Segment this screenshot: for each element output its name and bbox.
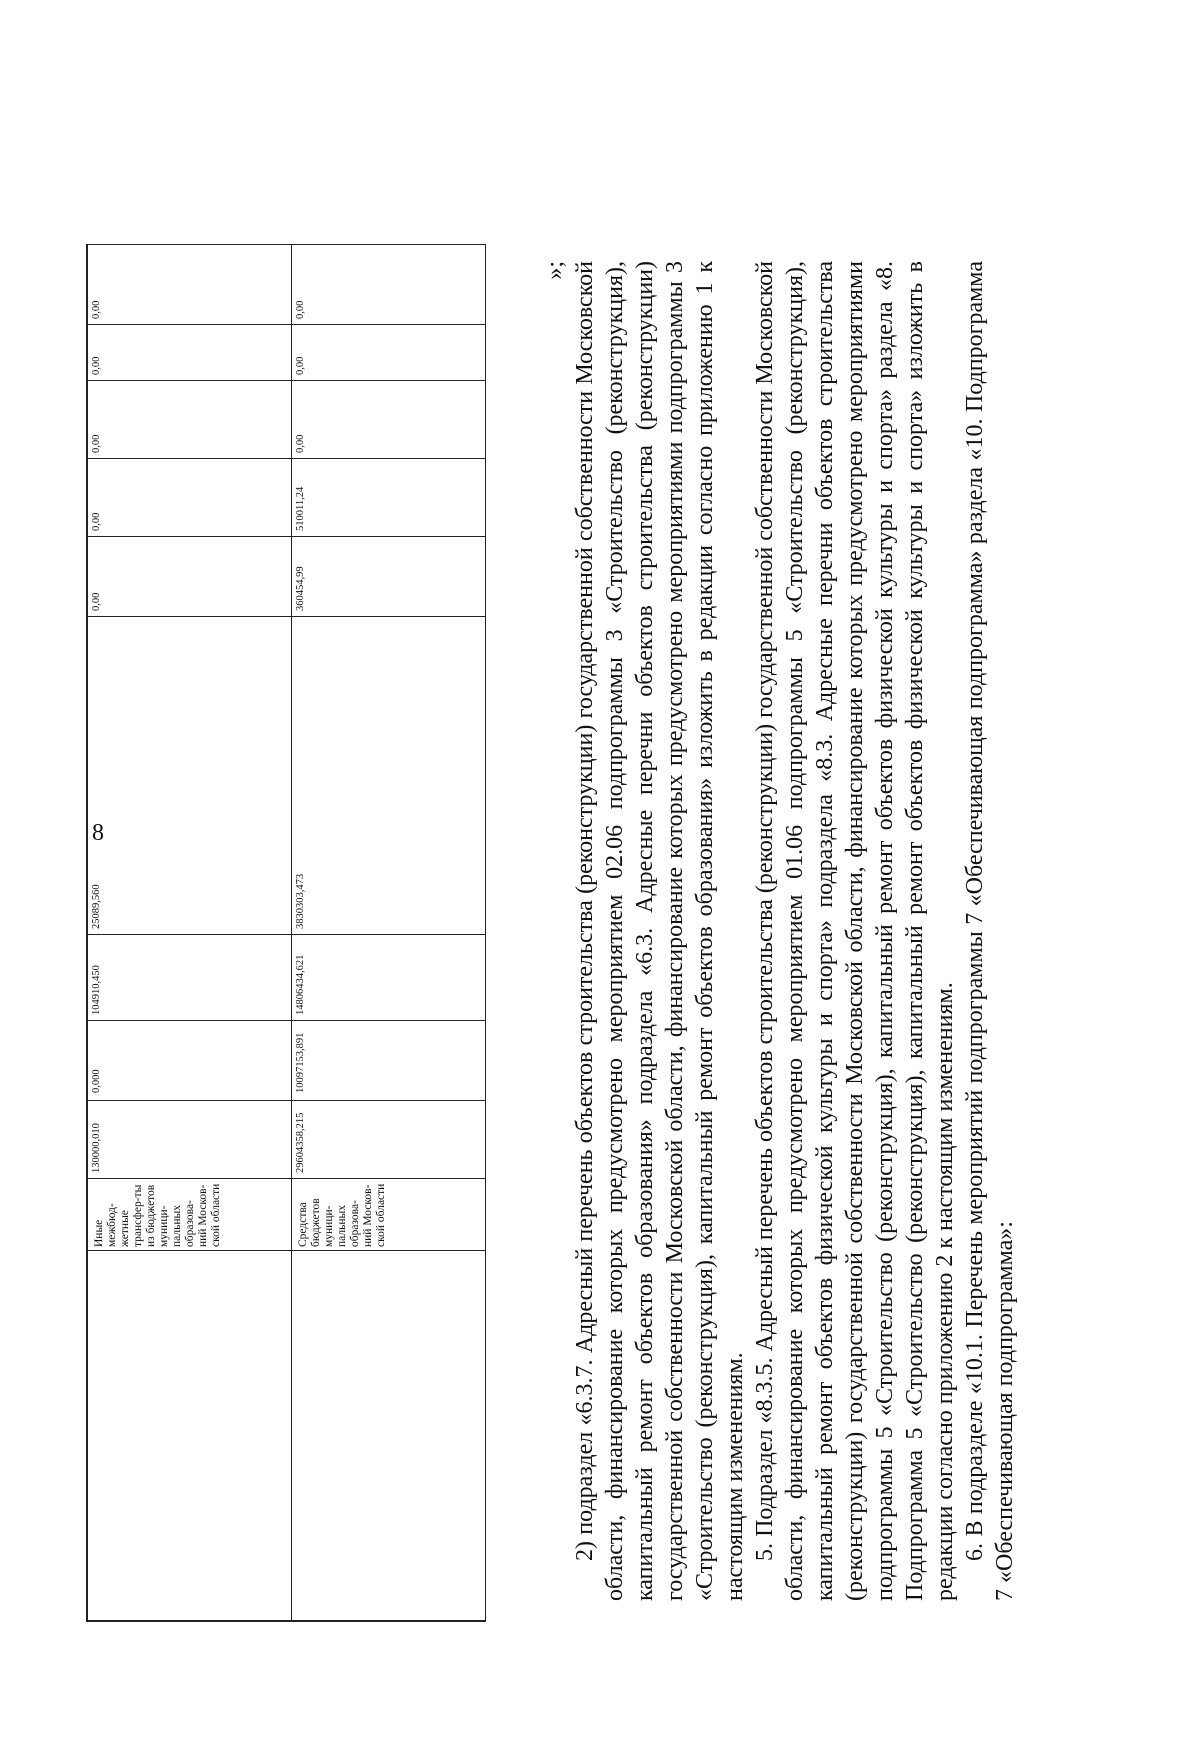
table-row-label: Иные межбюд-жетные трансфер-ты из бюджетов муници-пальных образова-ний Москов-ской области <box>93 1183 222 1247</box>
table-cell: 0,00 <box>295 300 306 319</box>
table-cell: 104910,450 <box>91 965 102 1015</box>
table-cell: 0,00 <box>295 356 306 375</box>
table-cell: 510011,24 <box>295 486 306 531</box>
table-cell: 130000,010 <box>91 1123 102 1173</box>
table-cell: 25089,560 <box>91 884 102 929</box>
paragraph-item-2: 2) подраздел «6.3.7. Адресный перечень объектов строительства (реконструкции) государственной собственности Московской области, финансирование которых предусмотрено мероприятием 02.06 подпрограммы 3 «Строительство (реконструкция), капитальный ремонт объектов образования» подраздела «6.3. Адресные перечни объектов строительства (реконструкции) государственной собственности Московской области, финансирование которых предусмотрено мероприятиями подпрограммы 3 «Строительство (реконструкция), капитальный ремонт объектов образования» изложить в редакции согласно приложению 1 к настоящим изменениям. <box>572 261 748 1601</box>
table-cell: 0,00 <box>91 512 102 531</box>
table-cell: 29604358,215 <box>295 1112 306 1173</box>
page-number: 8 <box>92 820 104 846</box>
funding-table <box>86 244 486 1622</box>
table-cell: 0,00 <box>91 434 102 453</box>
table-cell: 0,00 <box>91 356 102 375</box>
table-row-label: Средства бюджетов муници-пальных образова-ний Москов-ской области <box>297 1183 387 1247</box>
table-cell: 10097153,891 <box>295 1032 306 1093</box>
amendment-text <box>540 261 1020 1601</box>
table-cell: 14806434,621 <box>295 954 306 1015</box>
rotated-page-content <box>0 197 1080 1757</box>
paragraph-item-6: 6. В подразделе «10.1. Перечень мероприятий подпрограммы 7 «Обеспечивающая подпрограмма» раздела «10. Подпрограмма 7 «Обеспечивающая подпрограмма»: <box>962 261 1018 1601</box>
paragraph-item-5: 5. Подраздел «8.3.5. Адресный перечень объектов строительства (реконструкции) государственной собственности Московской области, финансирование которых предусмотрено мероприятием 01.06 подпрограммы 5 «Строительство (реконструкция), капитальный ремонт объектов физической культуры и спорта» подраздела «8.3. Адресные перечни объектов строительства (реконструкции) государственной собственности Московской области, финансирование которых предусмотрено мероприятиями подпрограммы 5 «Строительство (реконструкция), капитальный ремонт объектов физической культуры и спорта» раздела «8. Подпрограмма 5 «Строительство (реконструкция), капитальный ремонт объектов физической культуры и спорта» изложить в редакции согласно приложению 2 к настоящим изменениям. <box>752 261 958 1601</box>
table-cell: 0,000 <box>91 1069 102 1093</box>
table-cell: 360454,99 <box>295 566 306 611</box>
table-cell: 0,00 <box>91 592 102 611</box>
closing-mark: »; <box>542 261 568 280</box>
table-cell: 0,00 <box>91 300 102 319</box>
table-cell: 0,00 <box>295 434 306 453</box>
table-cell: 3830303,473 <box>295 873 306 929</box>
